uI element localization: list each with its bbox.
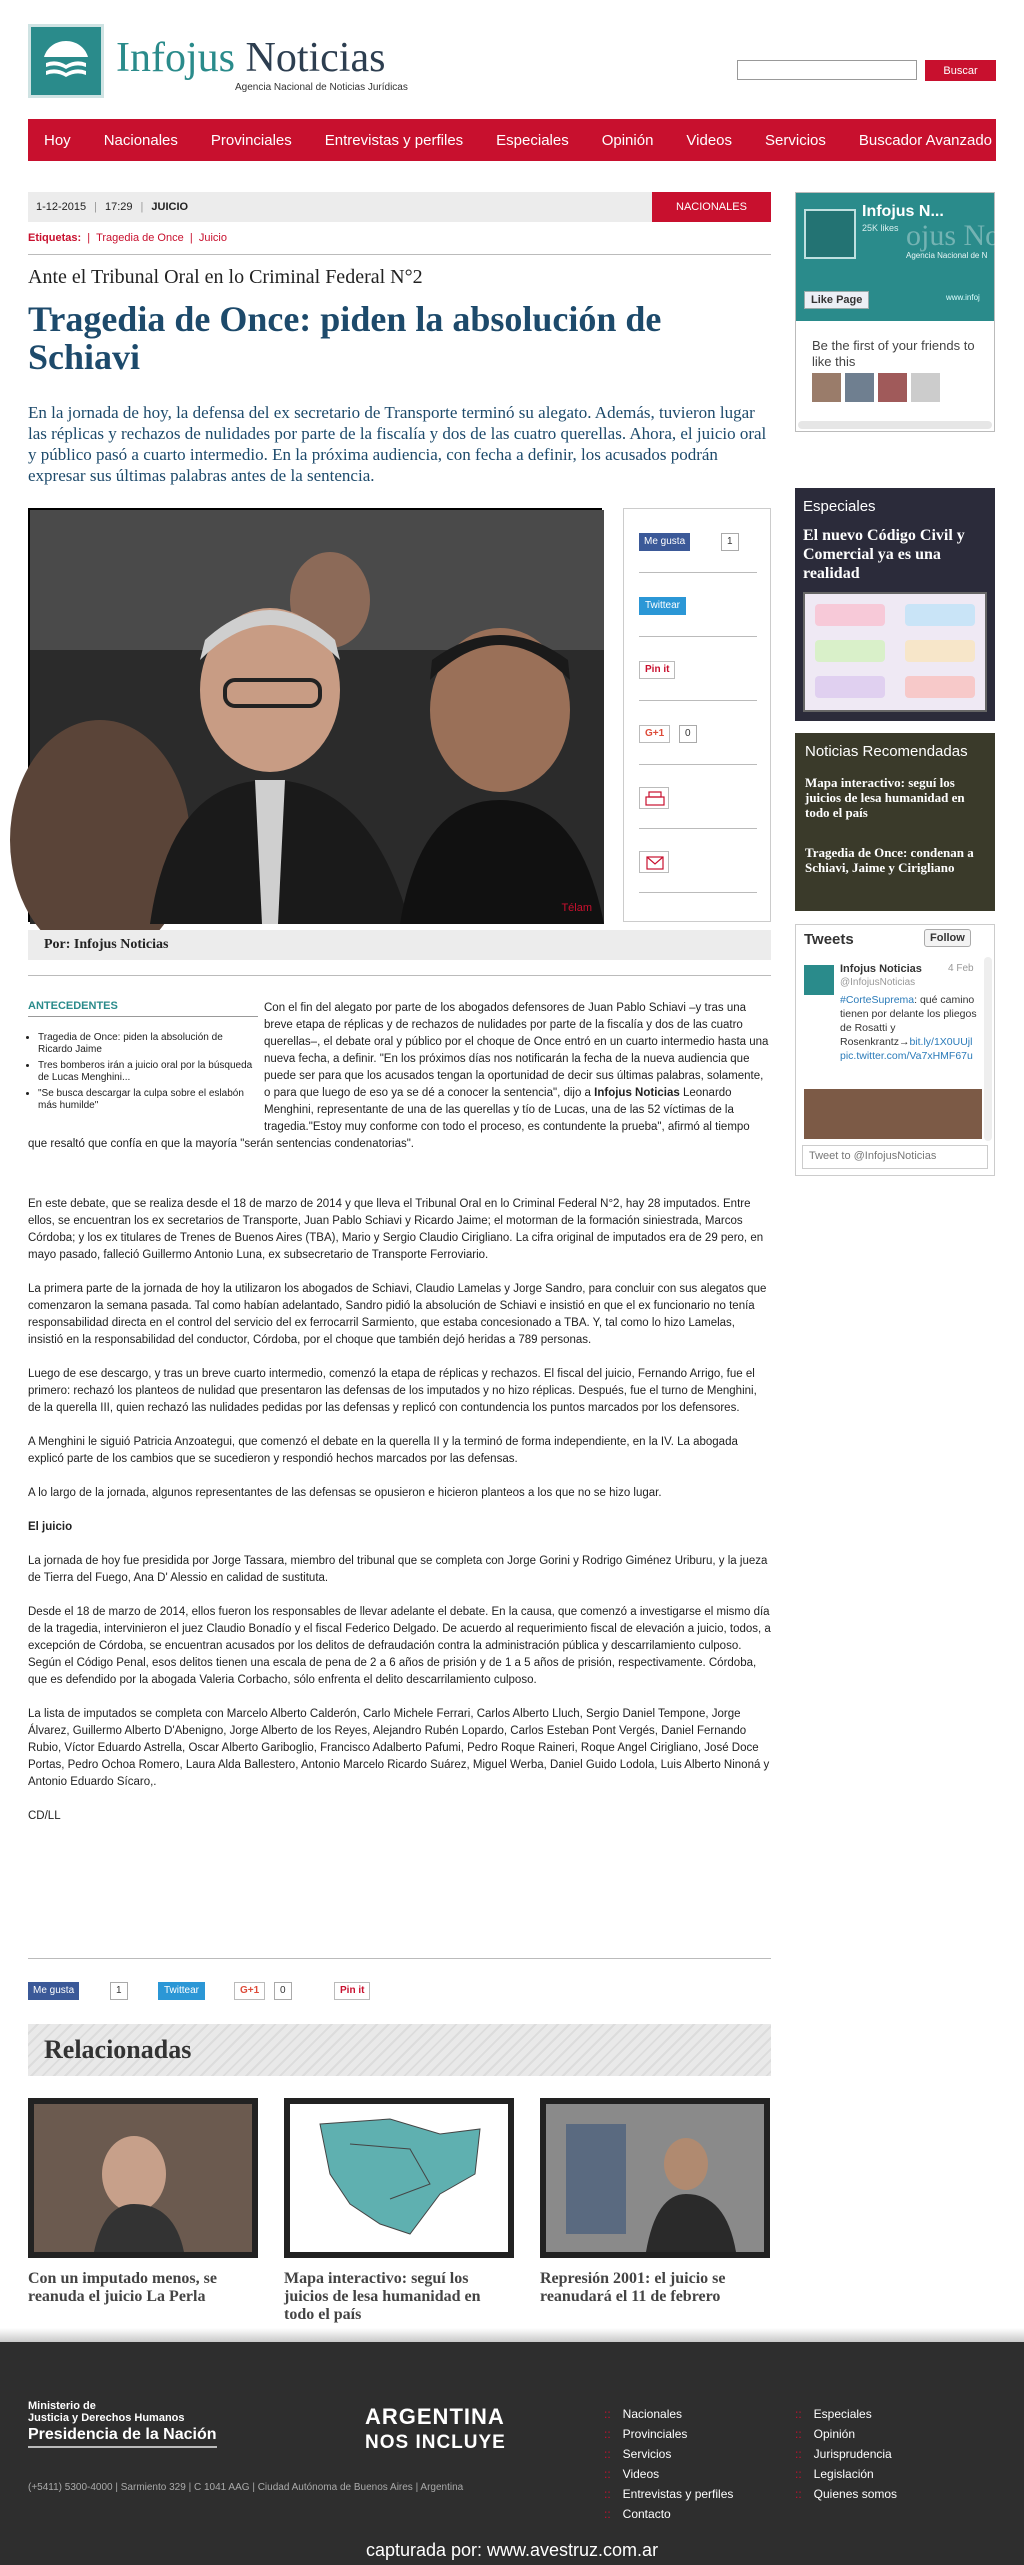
fb-cover-text: ojus Not xyxy=(906,219,1009,252)
tag-link[interactable]: Tragedia de Once xyxy=(96,232,184,244)
twitter-avatar[interactable] xyxy=(804,965,834,995)
gplus-button[interactable]: G+1 xyxy=(639,725,670,743)
antecedentes-list xyxy=(38,1032,253,1116)
follow-button[interactable]: Follow xyxy=(924,929,971,947)
pin-it-button[interactable]: Pin it xyxy=(639,661,675,679)
recomendada-link[interactable]: Mapa interactivo: seguí los juicios de lesa humanidad en todo el país xyxy=(805,775,965,820)
twitter-scrollbar[interactable] xyxy=(984,957,992,1141)
subheading: El juicio xyxy=(28,1521,73,1533)
logo-text: Infojus Noticias xyxy=(116,35,386,81)
fb-like-button[interactable]: Me gusta xyxy=(28,1982,79,2000)
paragraph: En este debate, que se realiza desde el 18 de marzo de 2014 y que lleva el Tribunal Oral en lo Criminal Federal N°2, hay 28 imputados. Entre ellos, se encuentran los ex secretarios de Transporte, Juan Pablo Schiavi y Ricardo Jaime; el motorman de la formación siniestrada, Marcos Córdoba; y los ex titulares de Trenes de Buenos Aires (TBA), Mario y Sergio Claudio Cirigliano. La cifra original de imputados era de 29 pero, en mayo pasado, falleció Guillermo Antonio Luna, ex subsecretario de Transporte Ferroviario. xyxy=(28,1198,764,1261)
share-pin xyxy=(639,637,757,701)
article-category: JUICIO xyxy=(151,201,189,213)
photo-credit: Télam xyxy=(561,902,592,914)
related-link[interactable]: Con un imputado menos, se reanuda el juicio La Perla xyxy=(28,2270,217,2305)
share-email xyxy=(639,829,757,893)
fb-count: 1 xyxy=(110,1982,128,2000)
recomendadas-box xyxy=(795,733,995,911)
share-print xyxy=(639,765,757,829)
tweets-title: Tweets xyxy=(804,931,854,948)
nav-especiales[interactable]: Especiales xyxy=(496,131,569,149)
fb-count: 1 xyxy=(721,533,739,551)
footer-link[interactable]: :: Opinión xyxy=(795,2424,897,2444)
fb-cover xyxy=(796,193,1009,321)
twitter-widget xyxy=(795,924,995,1176)
section-badge[interactable]: NACIONALES xyxy=(652,192,771,222)
pin-it-button[interactable]: Pin it xyxy=(334,1982,370,2000)
presidencia-logo[interactable]: Presidencia de la Nación xyxy=(28,2426,217,2448)
article-photo xyxy=(28,508,602,922)
nav-provinciales[interactable]: Provinciales xyxy=(210,131,292,149)
search-button[interactable]: Buscar xyxy=(925,60,996,81)
avatar[interactable] xyxy=(878,373,907,402)
related-image[interactable] xyxy=(28,2098,258,2258)
article-kicker: Ante el Tribunal Oral en lo Criminal Federal N°2 xyxy=(28,266,423,288)
related-link[interactable]: Represión 2001: el juicio se reanudará el 11 de febrero xyxy=(540,2270,726,2305)
footer-address: (+5411) 5300-4000 | Sarmiento 329 | C 1041 AAG | Ciudad Autónoma de Buenos Aires | Argentina xyxy=(28,2482,464,2493)
share-tw xyxy=(639,573,757,637)
divider xyxy=(28,254,771,255)
photo-scene xyxy=(30,510,604,924)
paragraph: La primera parte de la jornada de hoy la utilizaron los abogados de Schiavi, Claudio Lamelas y Jorge Sandro, para concluir con sus alegatos que comenzaron la semana pasada. Tal como habían adelantado, Sandro pidió la absolución de Schiavi e insistió en que el ex funcionario no tenía responsabilidad directa en el control del servicio del ex ferrocarril Sarmiento, que estaba concesionado a TBA. Y, tal como lo hizo Lamelas, insistió en la responsabilidad del conductor, Córdoba, por el choque que también dejó heridas a 789 personas. xyxy=(28,1283,767,1346)
article-time: 17:29 xyxy=(105,201,133,213)
tweet-image[interactable] xyxy=(804,1089,982,1139)
tweet-date[interactable]: 4 Feb xyxy=(948,963,974,974)
nav-opinion[interactable]: Opinión xyxy=(601,131,654,149)
ministry-name: Ministerio de Justicia y Derechos Humanos xyxy=(28,2400,185,2424)
antecedente-link[interactable]: • Tragedia de Once: piden la absolución de Ricardo Jaime xyxy=(38,1032,253,1056)
fb-cover-agency: Agencia Nacional de N xyxy=(906,251,988,260)
print-icon[interactable] xyxy=(639,787,669,809)
article-lead: En la jornada de hoy, la defensa del ex secretario de Transporte terminó su alegato. Además, tuvieron lugar las réplicas y rechazos de nulidades por parte de la fiscalía y dos de las cuatro querellas. Ahora, el juicio oral y público pasó a cuarto intermedio. En la próxima audiencia, con fecha a definir, los acusados podrán expresar sus últimas palabras antes de la sentencia. xyxy=(28,403,767,485)
tweet-link[interactable]: bit.ly/1X0UUjl xyxy=(909,1036,973,1048)
fb-like-button[interactable]: Me gusta xyxy=(639,533,690,551)
fb-like-page-button[interactable]: Like Page xyxy=(804,291,869,309)
footer-link[interactable]: :: Quienes somos xyxy=(795,2484,897,2504)
share-gplus xyxy=(639,701,757,765)
nav-entrevistas[interactable]: Entrevistas y perfiles xyxy=(324,131,464,149)
antecedentes-title: ANTECEDENTES xyxy=(28,1000,258,1017)
related-link[interactable]: Mapa interactivo: seguí los juicios de lesa humanidad en todo el país xyxy=(284,2270,481,2323)
fb-scrollbar[interactable] xyxy=(798,421,992,429)
divider xyxy=(28,975,771,976)
fb-friends-text: Be the first of your friends to like this xyxy=(812,338,975,369)
footer-link[interactable]: :: Entrevistas y perfiles xyxy=(604,2484,733,2504)
argentina-tagline: NOS INCLUYE xyxy=(365,2432,506,2453)
signature: CD/LL xyxy=(28,1810,61,1822)
recomendada-link[interactable]: Tragedia de Once: condenan a Schiavi, Jaime y Cirigliano xyxy=(805,845,974,875)
footer-link[interactable]: :: Servicios xyxy=(604,2444,733,2464)
especiales-title[interactable]: El nuevo Código Civil y Comercial ya es una realidad xyxy=(803,527,965,582)
tweet-to-input[interactable]: Tweet to @InfojusNoticias xyxy=(802,1145,988,1169)
tags-label: Etiquetas: xyxy=(28,232,82,244)
logo-subtitle: Agencia Nacional de Noticias Jurídicas xyxy=(235,82,408,93)
article-body-intro: Con el fin del alegato por parte de los abogados defensores de Juan Pablo Schiavi –y tras una breve etapa de réplicas y de rechazos de nulidades por parte de la fiscalía y dos de las cuatro querellas–, el debate oral y público por el choque de Once entró en un cuarto intermedio hasta una nueva fecha, a definir. "En los próximos días nos notificarán la fecha de la nueva audiencia que puede ser para que los acusados tengan la oportunidad de decir sus últimas palabras, solamente, o para que luego de eso ya se dé a conocer la sentencia", dijo a Infojus Noticias Leonardo Menghini, representante de una de las querellas y tío de Lucas, una de las 52 víctimas de la tragedia."Estoy muy conforme con todo el proceso, es contundente la prueba", afirmó al tiempo que resaltó que confía en que la mayoría "serán sentencias condenatorias". xyxy=(28,1002,769,1150)
paragraph: La lista de imputados se completa con Marcelo Alberto Calderón, Carlo Michele Ferrari, Carlos Alberto Lluch, Sergio Daniel Tempone, Jorge Álvarez, Guillermo Alberto D'Abenigno, Jorge Alberto de los Reyes, Alejandro Rubén Lopardo, Carlos Esteban Pont Vergés, Daniel Fernando Rubio, Víctor Eduardo Astrella, Oscar Alberto Gariboglio, Francisco Adalberto Pafumi, Pedro Roque Raineri, Roque Angel Cirigliano, José Doce Portas, Pedro Ochoa Romero, Laura Alda Ballestero, Antonio Marcelo Ricardo Suárez, Miguel Werba, Daniel Guido Lodola, Luis Alberto Ninoná y Antonio Eduardo Sícaro,. xyxy=(28,1708,770,1788)
footer-links-1 xyxy=(604,2404,733,2524)
footer-link[interactable]: :: Especiales xyxy=(795,2404,897,2424)
fb-url: www.infoj xyxy=(946,293,980,302)
logo-book-icon xyxy=(28,24,104,98)
share-fb xyxy=(639,509,757,573)
page-title: Tragedia de Once: piden la absolución de Schiavi xyxy=(28,299,662,377)
fb-likes-count: 25K likes xyxy=(862,223,899,233)
facebook-widget xyxy=(795,192,1009,432)
footer-link[interactable]: :: Provinciales xyxy=(604,2424,733,2444)
nav-videos[interactable]: Videos xyxy=(686,131,733,149)
gplus-count: 0 xyxy=(274,1982,292,2000)
footer-links-2 xyxy=(795,2404,897,2504)
search-input[interactable] xyxy=(737,60,917,80)
tweet-author[interactable]: Infojus Noticias xyxy=(840,963,922,975)
argentina-logo: ARGENTINA xyxy=(365,2404,505,2429)
avatar[interactable] xyxy=(911,373,940,402)
gplus-button[interactable]: G+1 xyxy=(234,1982,265,2000)
source-name: Infojus Noticias xyxy=(594,1087,680,1099)
tweet-text: #CorteSuprema: qué camino tienen por delante los pliegos de Rosatti y Rosenkrantz→bit.ly/1X0UUjl pic.twitter.com/Va7xHMF67u xyxy=(840,994,977,1062)
nav-nacionales[interactable]: Nacionales xyxy=(103,131,178,149)
paragraph: A lo largo de la jornada, algunos representantes de las defensas se opusieron e hicieron planteos a los que no se hizo lugar. xyxy=(28,1487,662,1499)
share-box xyxy=(623,508,771,922)
antecedente-link[interactable]: • Tres bomberos irán a juicio oral por la búsqueda de Lucas Menghini... xyxy=(38,1060,253,1084)
paragraph: A Menghini le siguió Patricia Anzoategui, que comenzó el debate en la querella II y la terminó de forma independiente, en la IV. La abogada explicó parte de los cambios que se sucedieron y respondió hechos marcados por las defensas. xyxy=(28,1436,738,1465)
tweet-handle[interactable]: @InfojusNoticias xyxy=(840,977,916,988)
byline: Por: Infojus Noticias xyxy=(28,930,771,960)
footer-link[interactable]: :: Jurisprudencia xyxy=(795,2444,897,2464)
tags: Etiquetas: | Tragedia de Once | Juicio xyxy=(28,232,227,244)
fb-logo-icon xyxy=(804,209,856,259)
share-bottom xyxy=(28,1982,771,2002)
footer-link[interactable]: :: Contacto xyxy=(604,2504,733,2524)
tag-link[interactable]: Juicio xyxy=(198,232,227,244)
related-title: Relacionadas xyxy=(28,2024,771,2076)
related-image[interactable] xyxy=(540,2098,770,2258)
main-nav xyxy=(28,119,996,161)
site-logo[interactable] xyxy=(28,24,428,98)
nav-buscador[interactable]: Buscador Avanzado xyxy=(858,131,993,149)
especiales-label: Especiales xyxy=(803,498,876,515)
fb-friend-avatars xyxy=(812,373,944,402)
recomendadas-label: Noticias Recomendadas xyxy=(805,743,968,760)
related-card[interactable] xyxy=(284,2098,514,2324)
tweet-button[interactable]: Twittear xyxy=(158,1982,205,2000)
article-body xyxy=(28,1196,771,1842)
especiales-box[interactable] xyxy=(795,488,995,721)
divider xyxy=(28,1958,771,1959)
email-icon[interactable] xyxy=(639,851,669,873)
avatar[interactable] xyxy=(812,373,841,402)
footer-link[interactable]: :: Legislación xyxy=(795,2464,897,2484)
antecedente-link[interactable]: • "Se busca descargar la culpa sobre el eslabón más humilde" xyxy=(38,1088,253,1112)
tweet-pic-link[interactable]: pic.twitter.com/Va7xHMF67u xyxy=(840,1050,973,1062)
related-card[interactable] xyxy=(540,2098,770,2306)
paragraph: La jornada de hoy fue presidida por Jorge Tassara, miembro del tribunal que se completa con Jorge Gorini y Rodrigo Giménez Uriburu, y la jueza de Tierra del Fuego, Ana D' Alessio en calidad de sustituta. xyxy=(28,1555,768,1584)
footer-link[interactable]: :: Videos xyxy=(604,2464,733,2484)
related-image[interactable] xyxy=(284,2098,514,2258)
footer-link[interactable]: :: Nacionales xyxy=(604,2404,733,2424)
nav-servicios[interactable]: Servicios xyxy=(765,131,826,149)
avatar[interactable] xyxy=(845,373,874,402)
especiales-image[interactable] xyxy=(803,592,987,712)
paragraph: Desde el 18 de marzo de 2014, ellos fueron los responsables de llevar adelante el debate. En la causa, que comenzó a investigarse el mismo día de la tragedia, intervinieron el juez Claudio Bonadío y el fiscal Federico Delgado. De acuerdo al requerimiento fiscal de elevación a juicio, todos, a excepción de Córdoba, se encuentran acusados por los delitos de defraudación contra la administración pública y descarrilamiento culposo. Según el Código Penal, esos delitos tienen una escala de pena de 2 a 6 años de prisión y de 1 a 5 años de prisión, respectivamente. Córdoba, que es defendido por la abogada Valeria Corbacho, sólo enfrenta el delito descarrilamiento culposo. xyxy=(28,1606,771,1686)
related-card[interactable] xyxy=(28,2098,258,2306)
hashtag-link[interactable]: #CorteSuprema xyxy=(840,994,915,1006)
capture-watermark: capturada por: www.avestruz.com.ar xyxy=(365,2540,659,2560)
paragraph: Luego de ese descargo, y tras un breve cuarto intermedio, comenzó la etapa de réplicas y rechazos. El fiscal del juicio, Fernando Arrigo, fue el primero: rechazó los planteos de nulidad que presentaron las defensas de los imputados y no hizo réplicas. Después, fue el turno de Menghini, de la querella III, quien rechazó las nulidades pedidas por las defensas y replicó con contundencia los puntos marcados por los defensores. xyxy=(28,1368,757,1414)
article-date: 1-12-2015 xyxy=(36,201,87,213)
fb-page-name[interactable]: Infojus N... xyxy=(862,203,944,220)
nav-hoy[interactable]: Hoy xyxy=(44,131,71,149)
article-meta: 1-12-2015 | 17:29 | JUICIO xyxy=(28,192,771,222)
gplus-count: 0 xyxy=(679,725,697,743)
tweet-button[interactable]: Twittear xyxy=(639,597,686,615)
footer-shadow xyxy=(0,2328,1024,2342)
